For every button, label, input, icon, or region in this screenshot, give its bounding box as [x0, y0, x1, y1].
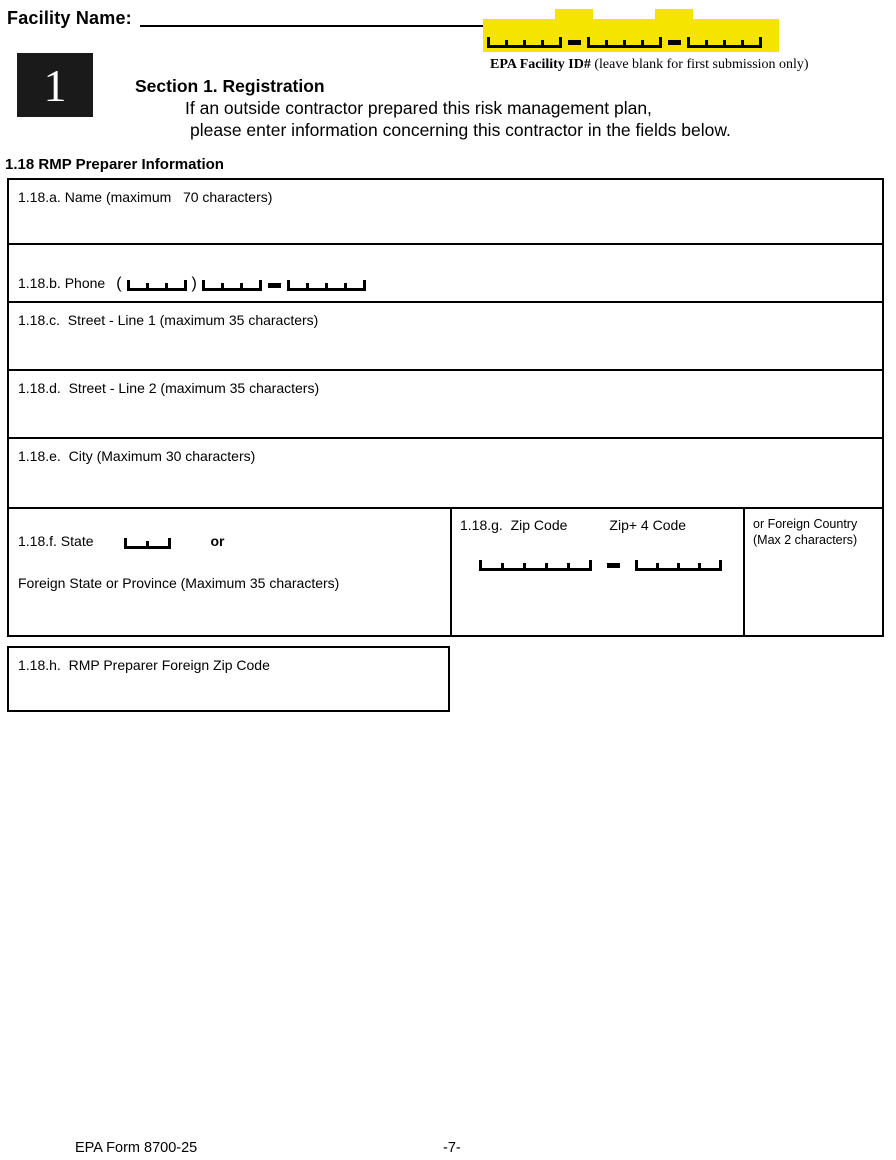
section-text [135, 53, 731, 141]
field-1-18-h-foreign-zip[interactable] [7, 646, 450, 712]
section-number-box [17, 53, 93, 117]
open-paren: ( [116, 275, 122, 292]
field-1-18-d-street2[interactable] [9, 369, 882, 437]
field-1-18-a-name[interactable] [9, 180, 882, 243]
field-label: 1.18.e. City (Maximum 30 characters) [18, 448, 256, 464]
field-label: 1.18.b. Phone [18, 275, 106, 291]
field-1-18-g-zip[interactable] [452, 509, 745, 635]
epa-id-comb-1[interactable] [487, 36, 562, 48]
field-foreign-country[interactable] [745, 509, 882, 635]
section-title: Section 1. Registration [135, 76, 325, 96]
dash-separator [668, 40, 681, 45]
phone-line-comb[interactable] [287, 279, 366, 291]
foreign-country-label-line1: or Foreign Country [753, 517, 858, 531]
zip4-code-comb[interactable] [635, 559, 722, 571]
or-label: or [210, 533, 225, 549]
field-1-18-e-city[interactable] [9, 437, 882, 507]
epa-facility-id-field[interactable] [487, 36, 887, 47]
field-label: 1.18.g. Zip Code [460, 517, 568, 533]
foreign-country-label-line2: (Max 2 characters) [753, 533, 858, 547]
epa-facility-id-caption-bold: EPA Facility ID# [490, 57, 591, 72]
field-label: 1.18.a. Name (maximum 70 characters) [18, 189, 273, 205]
highlight-bump [655, 9, 693, 23]
phone-area-code-comb[interactable] [127, 279, 187, 291]
epa-id-comb-2[interactable] [587, 36, 662, 48]
subsection-title: 1.18 RMP Preparer Information [5, 156, 224, 173]
section-number: 1 [43, 59, 67, 111]
field-label: 1.18.h. RMP Preparer Foreign Zip Code [18, 657, 270, 673]
epa-id-comb-3[interactable] [687, 36, 762, 48]
field-label: 1.18.f. State [18, 533, 94, 549]
zip4-label: Zip+ 4 Code [609, 517, 687, 533]
field-label: 1.18.c. Street - Line 1 (maximum 35 characters) [18, 312, 319, 328]
page-number: -7- [443, 1140, 461, 1156]
facility-name-label: Facility Name: [7, 8, 132, 28]
epa-facility-id-caption-rest: (leave blank for first submission only) [590, 57, 809, 72]
foreign-state-label: Foreign State or Province (Maximum 35 characters) [18, 575, 340, 591]
facility-name-header [7, 8, 488, 29]
zip-code-comb[interactable] [479, 559, 592, 571]
form-number: EPA Form 8700-25 [75, 1140, 198, 1156]
section-banner [17, 53, 731, 141]
row-state-zip [9, 507, 882, 635]
field-1-18-c-street1[interactable] [9, 301, 882, 369]
rmp-preparer-grid [7, 178, 884, 637]
field-1-18-f-state[interactable] [9, 509, 452, 635]
facility-name-blank-line[interactable] [140, 24, 488, 27]
field-1-18-b-phone[interactable] [9, 243, 882, 301]
highlight-bump [555, 9, 593, 23]
field-label: 1.18.d. Street - Line 2 (maximum 35 characters) [18, 380, 320, 396]
section-instruction-line1: If an outside contractor prepared this risk management plan, [185, 98, 652, 118]
section-instruction-line2: please enter information concerning this contractor in the fields below. [190, 120, 731, 140]
phone-prefix-comb[interactable] [202, 279, 262, 291]
state-comb[interactable] [124, 537, 171, 549]
dash-separator [568, 40, 581, 45]
dash-separator [268, 283, 281, 288]
close-paren: ) [191, 275, 197, 292]
dash-separator [607, 563, 620, 568]
